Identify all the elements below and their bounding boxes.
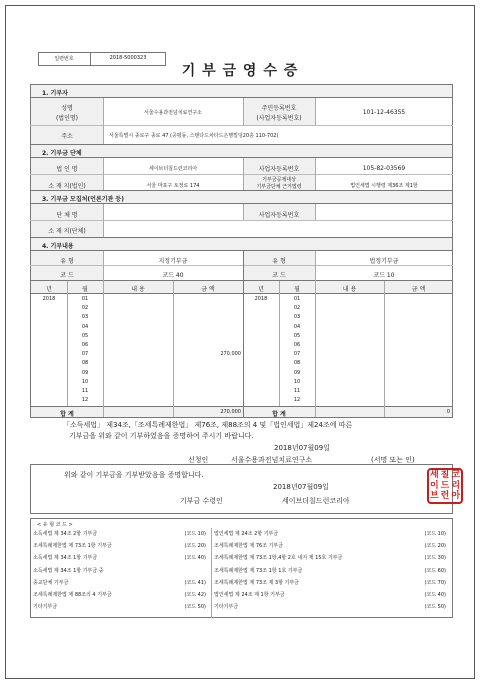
col-content-right: 내 용 bbox=[342, 286, 357, 293]
code-right-code: (코드 30) bbox=[424, 555, 446, 562]
total-label-right: 합 계 bbox=[272, 411, 286, 418]
code-right-text: 조세특례제한법 제 73조 제 3항 기부금 bbox=[214, 579, 300, 586]
month-right: 08 bbox=[293, 360, 301, 367]
year-left: 2018 bbox=[42, 296, 56, 302]
org-name-value: 세이브더칠드런코리아 bbox=[148, 166, 198, 172]
receiver-name: 세이브더칠드런코리아 bbox=[282, 497, 350, 505]
month-right: 09 bbox=[293, 369, 301, 376]
month-left: 02 bbox=[81, 305, 89, 312]
org-name-label: 법 인 명 bbox=[56, 166, 78, 173]
col-month-left: 월 bbox=[82, 286, 88, 293]
month-right: 07 bbox=[293, 351, 301, 358]
month-left: 08 bbox=[81, 360, 89, 367]
donor-id-sublabel: (사업자등록번호) bbox=[256, 115, 302, 122]
org-location-value: 서울 마포구 토정로 174 bbox=[146, 183, 200, 189]
month-right: 03 bbox=[293, 314, 301, 321]
total-amount-left: 270,000 bbox=[220, 409, 241, 415]
seal-glyph: 리 bbox=[451, 480, 461, 491]
type-label-left: 유 형 bbox=[60, 258, 74, 265]
col-month-right: 월 bbox=[294, 286, 300, 293]
seal-glyph: 브 bbox=[429, 491, 439, 502]
agency-biz-label: 사업자등록번호 bbox=[258, 212, 300, 219]
col-year-right: 년 bbox=[258, 286, 264, 293]
month-right: 05 bbox=[293, 332, 301, 339]
receipt-statement: 위와 같이 기부금을 기부받았음을 증명합니다. bbox=[64, 471, 204, 479]
code-left-text: 종교단체 기부금 bbox=[33, 579, 69, 586]
cert-date: 2018년07월09일 bbox=[274, 444, 330, 452]
type-value-left: 지정기부금 bbox=[158, 258, 188, 265]
code-right-text: 조세특례제한법 제 73조 1항 1호 기부금 bbox=[214, 567, 303, 574]
total-label-left: 합 계 bbox=[60, 411, 74, 418]
col-amount-right: 금 액 bbox=[411, 286, 426, 293]
code-left-text: 조세특례제한법 제 73조 1항 기부금 bbox=[33, 543, 112, 550]
month-right: 10 bbox=[293, 378, 301, 385]
cert-line-1: 「소득세법」 제34조,「조세특례제한법」 제76조, 제88조의 4 및「법인세법」제24조에 따른 bbox=[63, 421, 353, 429]
seal-glyph: 칠 bbox=[440, 470, 450, 480]
code-right-text: 법인세법 제 24조 제 1항 기부금 bbox=[214, 592, 285, 598]
code-right-code: (코드 10) bbox=[424, 531, 446, 537]
org-basis-label-1: 기부금공제대상 bbox=[262, 177, 296, 183]
code-right-code: (코드 20) bbox=[424, 543, 446, 550]
cert-line-2: 기부금을 위와 같이 기부하였음을 증명하여 주시기 바랍니다. bbox=[69, 432, 254, 440]
code-left-text: 소득세법 제 34조 1항 기부금 중 bbox=[33, 567, 104, 574]
month-right: 04 bbox=[293, 323, 301, 330]
donor-name-sublabel: (법인명) bbox=[55, 115, 79, 122]
month-right: 06 bbox=[293, 342, 301, 348]
code-left-code: (코드 20) bbox=[184, 543, 206, 550]
section4-heading: 4. 기부내용 bbox=[42, 243, 74, 250]
donor-address-value: 서울특별시 종로구 종로 47 (공평동, 스탠다드차타드은행빌딩20층 110-702) bbox=[109, 133, 279, 139]
month-left: 07 bbox=[81, 351, 89, 358]
receipt-date: 2018년07월09일 bbox=[273, 483, 329, 491]
col-content-left: 내 용 bbox=[131, 286, 145, 293]
org-biz-value: 105-82-03569 bbox=[362, 165, 406, 172]
donor-name-label: 성명 bbox=[61, 105, 73, 112]
section3-heading: 3. 기부금 모집처(언론기관 등) bbox=[42, 196, 124, 203]
donor-id-value: 101-12-46355 bbox=[362, 109, 406, 116]
org-basis-label-2: 기부금단체 근거법령 bbox=[256, 184, 302, 190]
seal-glyph: 아 bbox=[451, 491, 461, 502]
code-left-text: 소득세법 제 34조 1항 기부금 bbox=[33, 555, 98, 562]
donor-id-label: 주민등록번호 bbox=[261, 105, 297, 112]
month-left: 12 bbox=[81, 397, 89, 404]
code-right-code: (코드 70) bbox=[424, 579, 446, 586]
code-left-code: (코드 41) bbox=[184, 579, 206, 586]
serial-number-value: 2018-5000323 bbox=[109, 55, 147, 61]
code-left-code: (코드 10) bbox=[184, 531, 206, 537]
amount-left: 270,000 bbox=[220, 351, 241, 358]
code-value-left: 코드 40 bbox=[162, 272, 184, 279]
section2-heading: 2. 기부금 단체 bbox=[42, 150, 82, 157]
month-left: 09 bbox=[81, 369, 89, 376]
org-biz-label: 사업자등록번호 bbox=[258, 166, 300, 173]
type-label-right: 유 형 bbox=[272, 258, 286, 265]
month-left: 05 bbox=[81, 332, 89, 339]
month-right: 02 bbox=[293, 305, 301, 312]
donor-address-label: 주소 bbox=[61, 133, 73, 140]
seal-glyph: 드 bbox=[440, 480, 450, 491]
col-amount-left: 금 액 bbox=[201, 286, 215, 293]
month-left: 01 bbox=[81, 296, 89, 302]
code-left-code: (코드 50) bbox=[184, 604, 206, 611]
month-right: 01 bbox=[293, 296, 301, 302]
col-year-left: 년 bbox=[46, 286, 52, 293]
serial-number-label: 일련번호 bbox=[54, 56, 74, 62]
code-right-text: 조세특례제한법 제 76조 기부금 bbox=[214, 543, 284, 550]
org-basis-value: 법인세법 시행령 제36조 제1항 bbox=[350, 183, 418, 189]
signature-label: (서명 또는 인) bbox=[371, 456, 415, 464]
org-location-label: 소 재 지(법인) bbox=[48, 183, 86, 190]
section1-heading: 1. 기부자 bbox=[42, 90, 68, 97]
code-left-text: 기타기부금 bbox=[33, 604, 58, 611]
month-right: 11 bbox=[293, 388, 301, 394]
applicant-label: 신청인 bbox=[188, 456, 209, 464]
seal-glyph: 런 bbox=[440, 491, 450, 502]
month-left: 10 bbox=[81, 378, 89, 385]
code-right-text: 조세특례제한법 제 73조 1항,4항 2호 내지 제 15호 기부금 bbox=[214, 555, 343, 562]
code-left-code: (코드 42) bbox=[184, 592, 206, 598]
code-label-left: 코 드 bbox=[60, 272, 74, 279]
code-right-text: 기타기부금 bbox=[214, 604, 239, 611]
month-left: 06 bbox=[81, 342, 89, 348]
code-value-right: 코드 10 bbox=[373, 272, 395, 279]
code-right-code: (코드 60) bbox=[424, 567, 446, 574]
agency-name-label: 단 체 명 bbox=[56, 212, 78, 219]
code-left-text: 소득세법 제 34조 2항 기부금 bbox=[33, 531, 98, 537]
applicant-name: 서울수용과전넘치료연구소 bbox=[231, 456, 313, 464]
code-right-text: 법인세법 제 24조 2항 기부금 bbox=[214, 531, 279, 537]
month-left: 03 bbox=[81, 314, 89, 321]
month-left: 11 bbox=[81, 388, 89, 394]
seal-glyph: 이 bbox=[429, 480, 439, 491]
code-label-right: 코 드 bbox=[272, 272, 286, 279]
month-right: 12 bbox=[293, 397, 301, 404]
seal-glyph: 세 bbox=[429, 470, 439, 480]
month-left: 04 bbox=[81, 323, 89, 330]
document-title: 기 부 금 영 수 증 bbox=[181, 63, 299, 79]
code-right-code: (코드 50) bbox=[424, 604, 446, 611]
code-left-text: 조세특례제한법 제 88조의 4 기부금 bbox=[33, 592, 112, 598]
donor-name-value: 서울수용과전넘치료연구소 bbox=[144, 110, 202, 116]
total-amount-right: 0 bbox=[446, 409, 450, 415]
year-right: 2018 bbox=[254, 296, 268, 302]
agency-location-label: 소 재 지(단체) bbox=[48, 228, 86, 235]
type-codes-heading: < 유 형 코 드 > bbox=[37, 522, 73, 528]
type-value-right: 법정기부금 bbox=[369, 258, 399, 265]
code-right-code: (코드 40) bbox=[424, 592, 446, 598]
code-left-code: (코드 40) bbox=[184, 555, 206, 562]
receiver-label: 기부금 수령인 bbox=[180, 497, 223, 505]
organization-seal bbox=[427, 468, 463, 504]
seal-glyph: 코 bbox=[451, 470, 461, 480]
